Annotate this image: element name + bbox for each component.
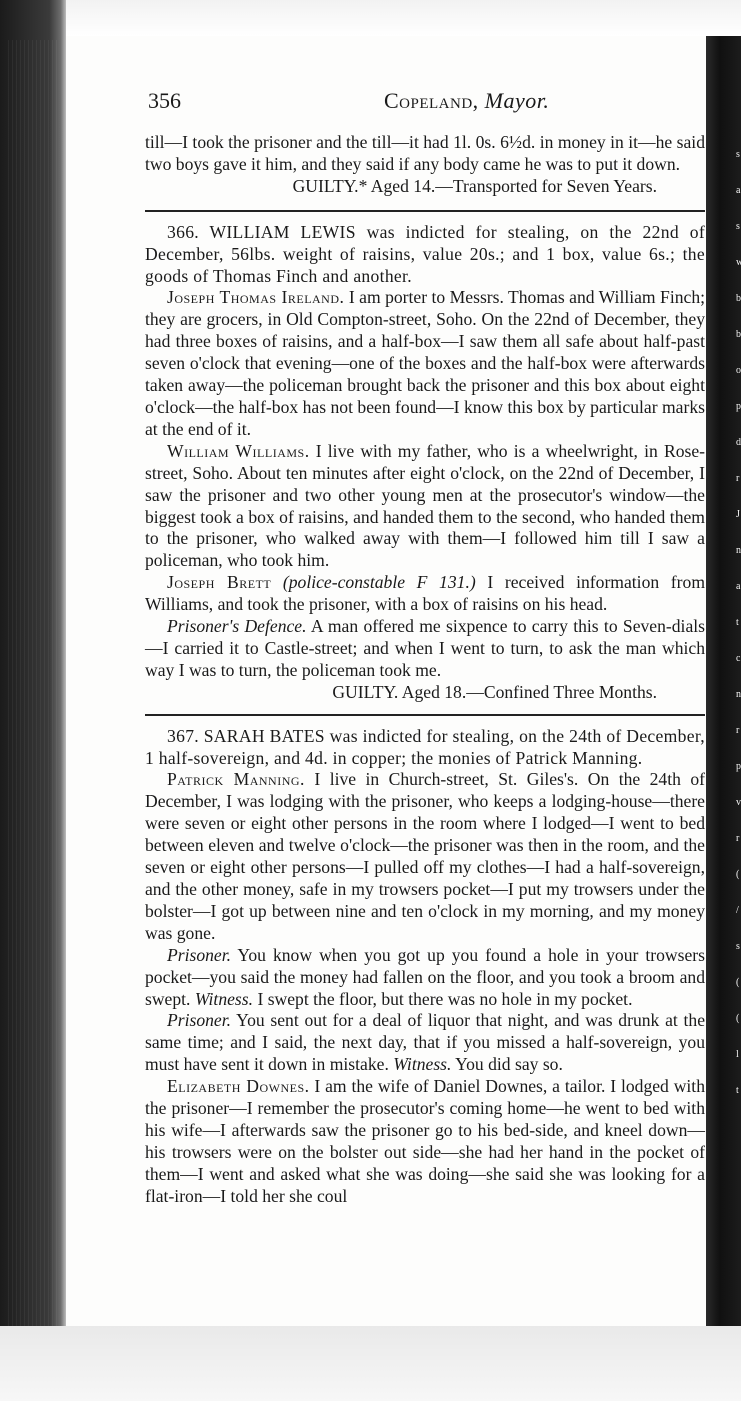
facing-page-letter: c (736, 653, 741, 664)
facing-page-letter: s (736, 149, 740, 160)
running-head-name: Copeland, (384, 88, 479, 113)
facing-page-letter: ( (736, 977, 740, 988)
case-367-witness-downes (145, 1076, 705, 1207)
case-365-verdict: GUILTY.* Aged 14.—Transported for Seven Years. (292, 175, 657, 196)
speaker-label: Prisoner. (167, 944, 232, 965)
defence-label: Prisoner's Defence. (167, 616, 307, 637)
running-head-title: Mayor. (484, 88, 550, 113)
witness-name: Elizabeth Downes. (167, 1076, 310, 1097)
facing-page-letter: ( (736, 869, 740, 880)
facing-page-letter: t (736, 617, 739, 628)
running-head (384, 88, 549, 114)
case-367-witness-manning (145, 769, 705, 944)
scan-bottom-margin (0, 1326, 741, 1401)
defence-text: A man offered me sixpence to carry this to Seven-dials—I carried it to Castle-street; and when I went to turn, to ask the man which way I was to turn, the policeman took me. (145, 616, 705, 680)
case-367-indictment: 367. SARAH BATES was indicted for stealing, on the 24th of December, 1 half-sovereign, and 4d. in copper; the monies of Patrick Manning. (145, 725, 705, 768)
facing-page-letter: r (736, 833, 740, 844)
section-rule (145, 714, 705, 716)
witness-testimony: I am porter to Messrs. Thomas and William Finch; they are grocers, in Old Compton-street, Soho. On the 22nd of December, they had three boxes of raisins, and a half-box—I saw them all safe about half-past seven o'clock that evening—one of the boxes and the half-box were afterwards taken away—the policeman brought back the prisoner and this box about eight o'clock—the half-box has not been found—I know this box by particular marks at the end of it. (145, 287, 705, 439)
case-366-witness-brett (145, 572, 705, 616)
facing-page-letter: r (736, 473, 740, 484)
witness-role: (police-constable F 131.) (282, 572, 476, 593)
witness-testimony: I am the wife of Daniel Downes, a tailor. I lodged with the prisoner—I remember the prosecutor's coming home—he went to bed with his wife—I afterwards saw the prisoner go to his bed-side, and kneel down—his trowsers were on the bolster out side—she had her hand in the pocket of them—I went and asked what she was doing—she said she was looking for a flat-iron—I told her she coul (145, 1076, 705, 1206)
case-366-witness-williams (145, 441, 705, 572)
case-365-continuation: till—I took the prisoner and the till—it had 1l. 0s. 6½d. in money in it—he said two boys gave it him, and they said if any body came he was to put it down. (145, 132, 705, 174)
witness-testimony: I received information from Williams, and took the prisoner, with a box of raisins on his head. (145, 572, 706, 615)
speaker-text: You sent out for a deal of liquor that night, and was drunk at the same time; and I said, the next day, that if you missed a half-sovereign, you must have sent it down in mistake. (145, 1010, 706, 1075)
facing-page-letter: n (736, 689, 741, 700)
case-366-indictment: 366. WILLIAM LEWIS was indicted for stealing, on the 22nd of December, 56lbs. weight of raisins, value 20s.; and 1 box, value 6s.; the goods of Thomas Finch and another. (145, 221, 705, 286)
facing-page-letter: s (736, 221, 740, 232)
case-367-exchange-1 (145, 945, 705, 1011)
facing-page-fragments (736, 150, 741, 1150)
facing-page-letter: v (736, 797, 741, 808)
facing-page-letter: o (736, 365, 741, 376)
facing-page-letter: s (736, 941, 740, 952)
binding-texture (8, 40, 58, 1360)
scan-top-margin (0, 0, 741, 36)
speaker-text: I swept the floor, but there was no hole in my pocket. (257, 988, 633, 1009)
case-366-verdict: GUILTY. Aged 18.—Confined Three Months. (332, 681, 657, 702)
speaker-label: Witness. (194, 988, 254, 1009)
witness-name: Joseph Brett (167, 572, 272, 593)
facing-page-letter: ( (736, 1013, 740, 1024)
witness-testimony: I live in Church-street, St. Giles's. On the 24th of December, I was lodging with the prisoner, who keeps a lodging-house—there were seven or eight other persons in the room where I lodged—I went to bed between eleven and twelve o'clock—the prisoner was then in the room, and the seven or eight other persons—I pulled off my clothes—I had a half-sovereign, and the other money, safe in my trowsers pocket—I put my trowsers under the bolster—I got up between nine and ten o'clock in my morning, and my money was gone. (145, 769, 706, 943)
facing-page-letter: d (736, 437, 741, 448)
facing-page-letter: t (736, 1085, 739, 1096)
facing-page-letter: p (736, 761, 741, 772)
facing-page-letter: b (736, 329, 741, 340)
speaker-text: You know when you got up you found a hole in your trowsers pocket—you said the money had fallen on the floor, and you took a broom and swept. (145, 944, 705, 1009)
case-366-defence (145, 616, 705, 682)
case-366-witness-ireland (145, 287, 705, 440)
page-body (145, 132, 705, 1208)
page-number: 356 (148, 88, 181, 113)
book-binding (0, 0, 66, 1401)
witness-testimony: I live with my father, who is a wheelwright, in Rose-street, Soho. About ten minutes after eight o'clock, on the 22nd of December, I saw the prisoner and two other young men at the prosecutor's window—the biggest took a box of raisins, and handed them to the second, who handed them to the prisoner, who walked away with them—I followed him till I saw a policeman, who took him. (145, 440, 706, 571)
facing-page-letter: n (736, 545, 741, 556)
witness-name: William Williams. (167, 440, 310, 461)
facing-page-letter: b (736, 293, 741, 304)
case-367-exchange-2 (145, 1010, 705, 1076)
facing-page-letter: J (736, 509, 740, 520)
section-rule (145, 210, 705, 212)
facing-page-letter: p (736, 401, 741, 412)
facing-page-letter: w (736, 257, 743, 268)
witness-name: Joseph Thomas Ireland. (167, 287, 345, 308)
facing-page-letter: r (736, 725, 740, 736)
facing-page-letter: / (736, 905, 739, 916)
speaker-text: You did say so. (455, 1054, 563, 1075)
running-header (80, 88, 700, 122)
facing-page-letter: a (736, 581, 741, 592)
speaker-label: Witness. (393, 1054, 452, 1075)
facing-page-letter: a (736, 185, 741, 196)
facing-page-letter: l (736, 1049, 739, 1060)
speaker-label: Prisoner. (167, 1010, 232, 1031)
witness-name: Patrick Manning. (167, 769, 305, 790)
